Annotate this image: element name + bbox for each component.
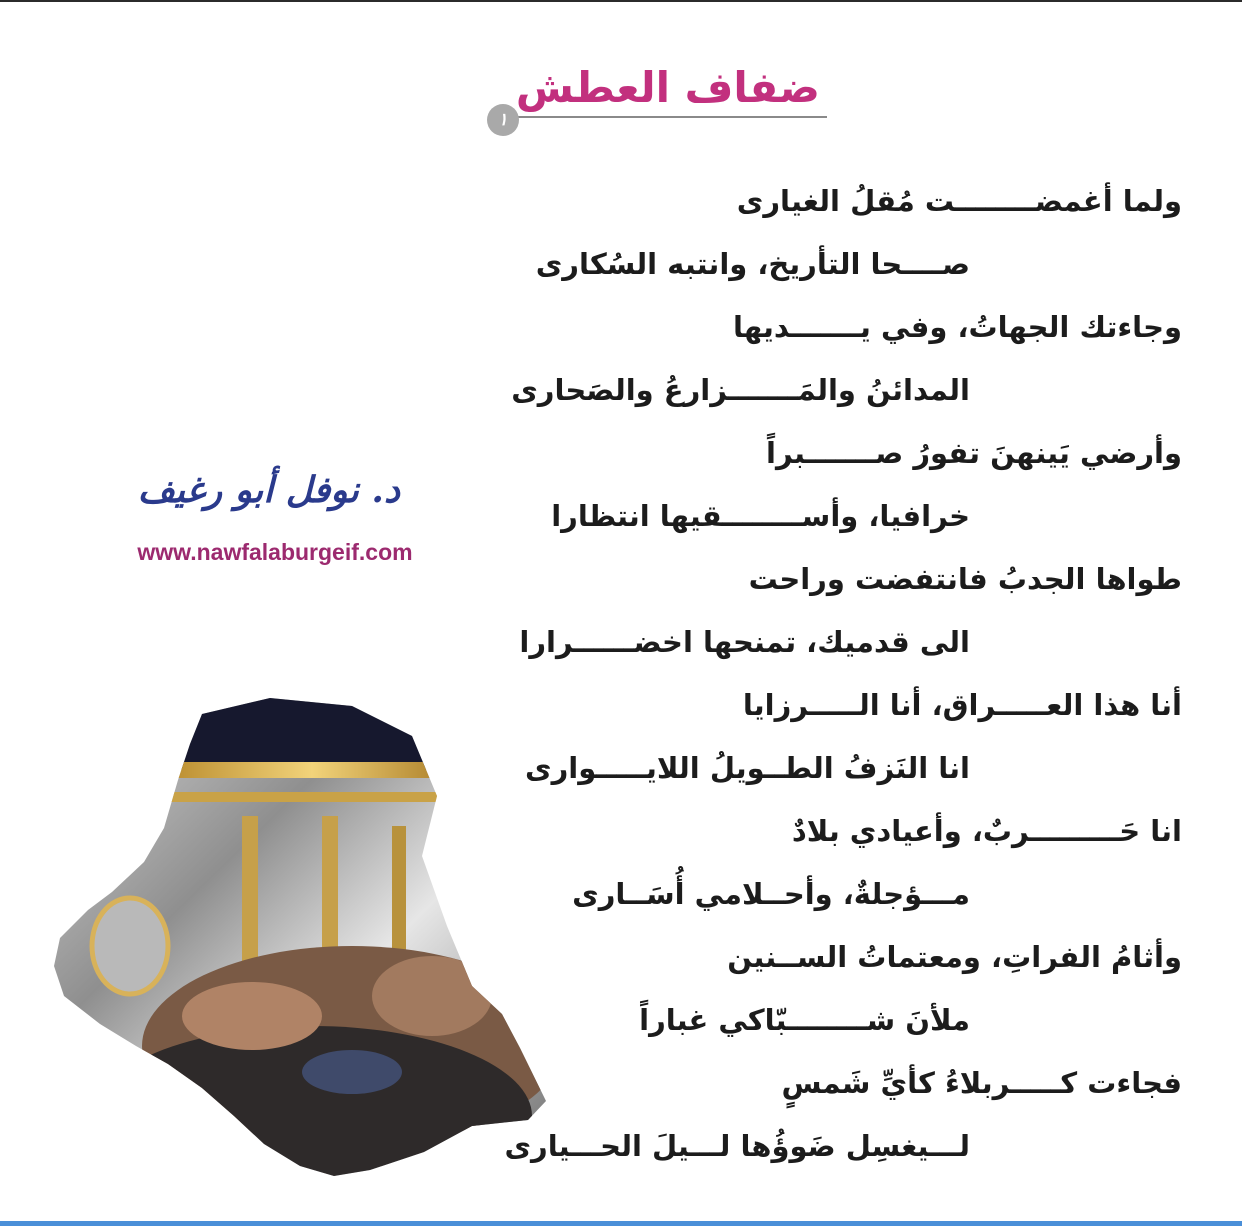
top-border	[0, 0, 1242, 2]
poem-line: لـــيغسِل ضَوؤُها لـــيلَ الحـــيارى	[504, 1129, 970, 1163]
poem-line: وجاءتك الجهاتُ، وفي يـــــــديها	[732, 310, 1182, 344]
page-number-badge: ١	[487, 104, 519, 136]
poem-line: طواها الجدبُ فانتفضت وراحت	[748, 562, 1182, 596]
poem-line: فجاءت كـــــربلاءُ كأيِّ شَمسٍ	[781, 1066, 1182, 1100]
poem-line: انا النَزفُ الطــويلُ اللايـــــوارى	[525, 751, 970, 785]
poem-line: انا حَـــــــــربٌ، وأعيادي بلادٌ	[791, 814, 1182, 848]
title-underline	[505, 116, 827, 118]
poem-line: أنا هذا العـــــراق، أنا الـــــرزايا	[742, 688, 1182, 722]
poem-line: ولما أغمضــــــــت مُقلُ الغيارى	[736, 184, 1182, 218]
poem-line: الى قدميك، تمنحها اخضــــــرارا	[519, 625, 970, 659]
poem-line: وأثامُ الفراتِ، ومعتماتُ الســنين	[727, 940, 1182, 974]
author-signature-logo: د. نوفل أبو رغيف	[137, 469, 400, 511]
poem-body	[504, 170, 1182, 1178]
website-link[interactable]: www.nawfalaburgeif.com	[137, 539, 413, 565]
poem-line: خرافيا، وأســــــــقيها انتظارا	[551, 499, 970, 533]
poem-line: وأرضي يَينهنَ تفورُ صـــــــبراً	[766, 436, 1182, 470]
poem-title: ضفاف العطش	[515, 63, 820, 112]
poem-line: ملأنَ شــــــــبّاكي غباراً	[639, 1003, 970, 1037]
iraq-map-shrine-photo	[52, 696, 546, 1176]
bottom-border	[0, 1221, 1242, 1226]
poem-line: المدائنُ والمَـــــــزارعُ والصَحارى	[511, 373, 970, 407]
poem-line: صــــحا التأريخ، وانتبه السُكارى	[535, 247, 970, 281]
poem-line: مـــؤجلةٌ، وأحــلامي أُسَــارى	[572, 877, 970, 911]
